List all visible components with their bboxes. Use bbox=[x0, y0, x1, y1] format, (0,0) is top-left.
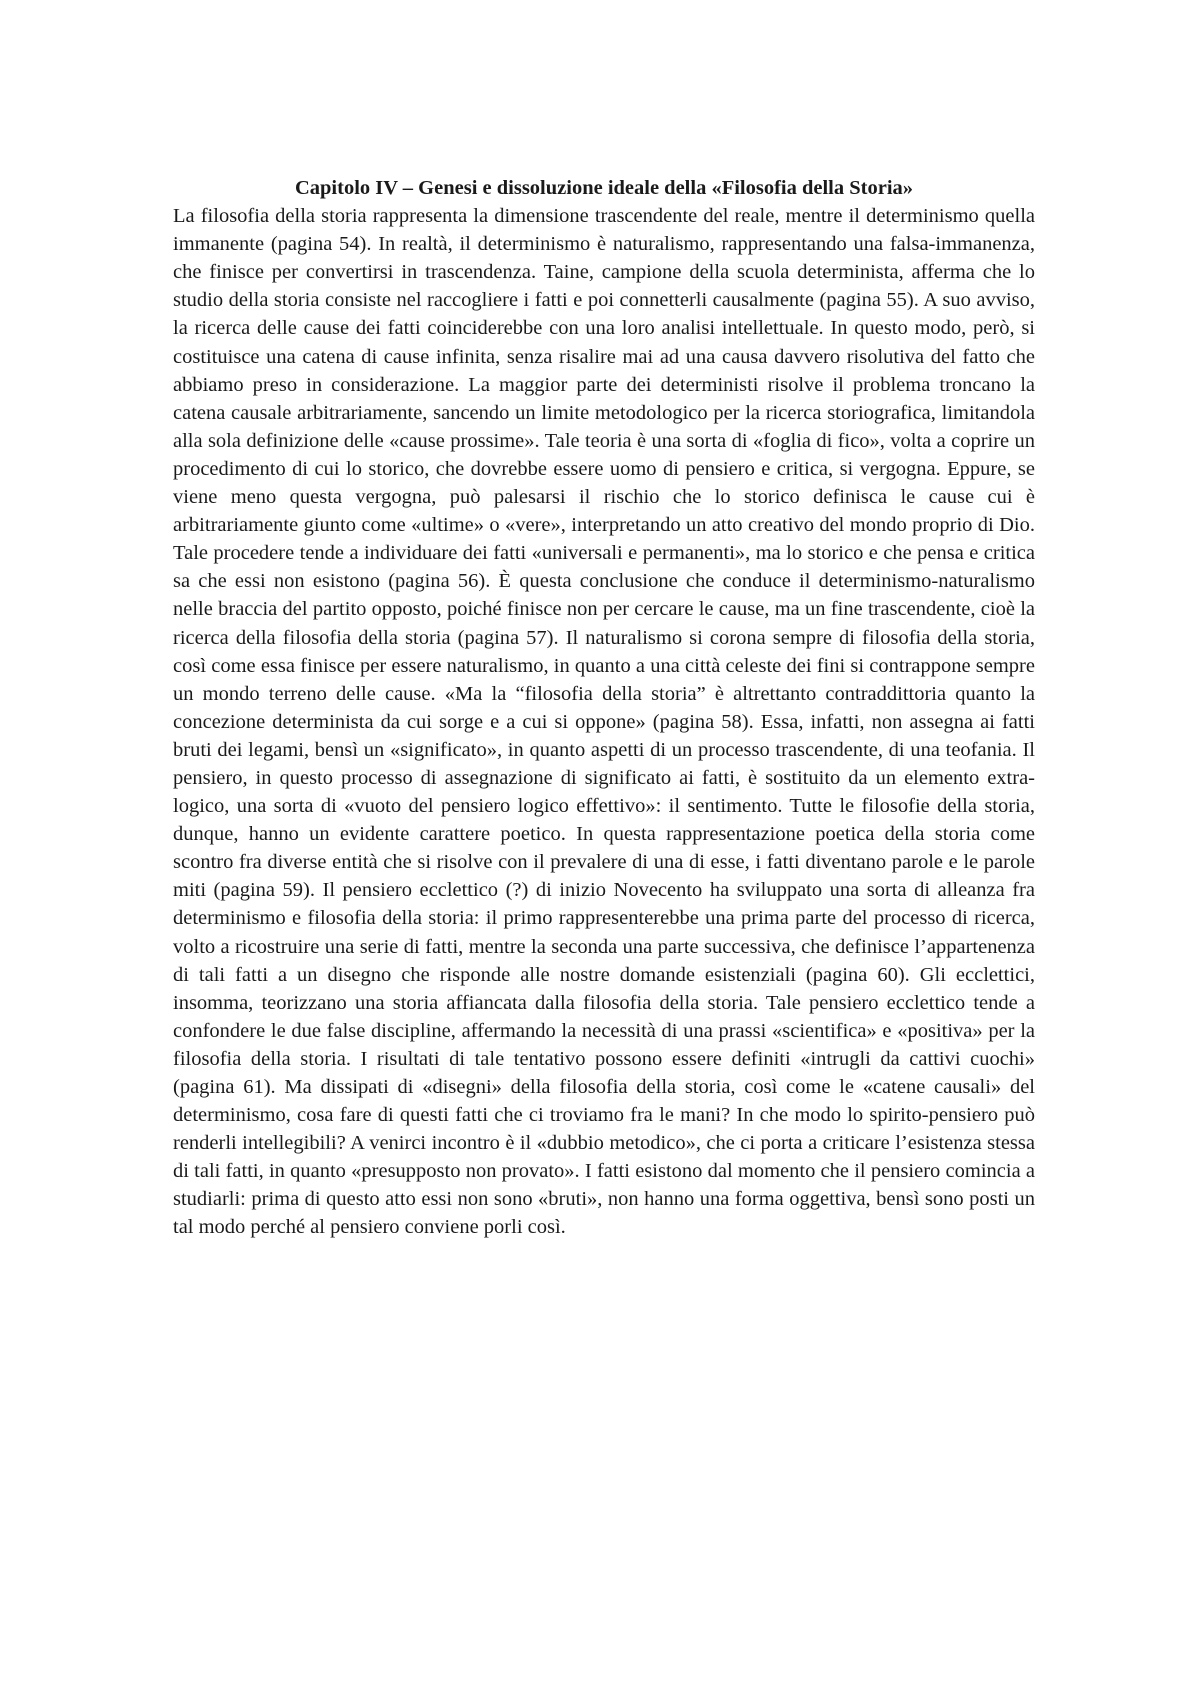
document-content bbox=[173, 174, 1035, 1242]
chapter-title: Capitolo IV – Genesi e dissoluzione ideale della «Filosofia della Storia» bbox=[294, 177, 914, 199]
body-paragraph: La filosofia della storia rappresenta la dimensione trascendente del reale, mentre il determinismo quella immanente (pagina 54). In realtà, il determinismo è naturalismo, rappresentando una falsa-immanenza, che finisce per convertirsi in trascendenza. Taine, campione della scuola determinista, afferma che lo studio della storia consiste nel raccogliere i fatti e poi connetterli causalmente (pagina 55). A suo avviso, la ricerca delle cause dei fatti coinciderebbe con una loro analisi intellettuale. In questo modo, però, si costituisce una catena di cause infinita, senza risalire mai ad una causa davvero risolutiva del fatto che abbiamo preso in considerazione. La maggior parte dei deterministi risolve il problema troncano la catena causale arbitrariamente, sancendo un limite metodologico per la ricerca storiografica, limitandola alla sola definizione delle «cause prossime». Tale teoria è una sorta di «foglia di fico», volta a coprire un procedimento di cui lo storico, che dovrebbe essere uomo di pensiero e critica, si vergogna. Eppure, se viene meno questa vergogna, può palesarsi il rischio che lo storico definisca le cause cui è arbitrariamente giunto come «ultime» o «vere», interpretando un atto creativo del mondo proprio di Dio. Tale procedere tende a individuare dei fatti «universali e permanenti», ma lo storico e che pensa e critica sa che essi non esistono (pagina 56). È questa conclusione che conduce il determinismo-naturalismo nelle braccia del partito opposto, poiché finisce non per cercare le cause, ma un fine trascendente, cioè la ricerca della filosofia della storia (pagina 57). Il naturalismo si corona sempre di filosofia della storia, così come essa finisce per essere naturalismo, in quanto a una città celeste dei fini si contrappone sempre un mondo terreno delle cause. «Ma la “filosofia della storia” è altrettanto contraddittoria quanto la concezione determinista da cui sorge e a cui si oppone» (pagina 58). Essa, infatti, non assegna ai fatti bruti dei legami, bensì un «significato», in quanto aspetti di un processo trascendente, di una teofania. Il pensiero, in questo processo di assegnazione di significato ai fatti, è sostituito da un elemento extra-logico, una sorta di «vuoto del pensiero logico effettivo»: il sentimento. Tutte le filosofie della storia, dunque, hanno un evidente carattere poetico. In questa rappresentazione poetica della storia come scontro fra diverse entità che si risolve con il prevalere di una di esse, i fatti diventano parole e le parole miti (pagina 59). Il pensiero ecclettico (?) di inizio Novecento ha sviluppato una sorta di alleanza fra determinismo e filosofia della storia: il primo rappresenterebbe una prima parte del processo di ricerca, volto a ricostruire una serie di fatti, mentre la seconda una parte successiva, che definisce l’appartenenza di tali fatti a un disegno che risponde alle nostre domande esistenziali (pagina 60). Gli ecclettici, insomma, teorizzano una storia affiancata dalla filosofia della storia. Tale pensiero ecclettico tende a confondere le due false discipline, affermando la necessità di una prassi «scientifica» e «positiva» per la filosofia della storia. I risultati di tale tentativo possono essere definiti «intrugli da cattivi cuochi» (pagina 61). Ma dissipati di «disegni» della filosofia della storia, così come le «catene causali» del determinismo, cosa fare di questi fatti che ci troviamo fra le mani? In che modo lo spirito-pensiero può renderli intellegibili? A venirci incontro è il «dubbio metodico», che ci porta a criticare l’esistenza stessa di tali fatti, in quanto «presupposto non provato». I fatti esistono dal momento che il pensiero comincia a studiarli: prima di questo atto essi non sono «bruti», non hanno una forma oggettiva, bensì sono posti un tal modo perché al pensiero conviene porli così. bbox=[173, 205, 1035, 1239]
